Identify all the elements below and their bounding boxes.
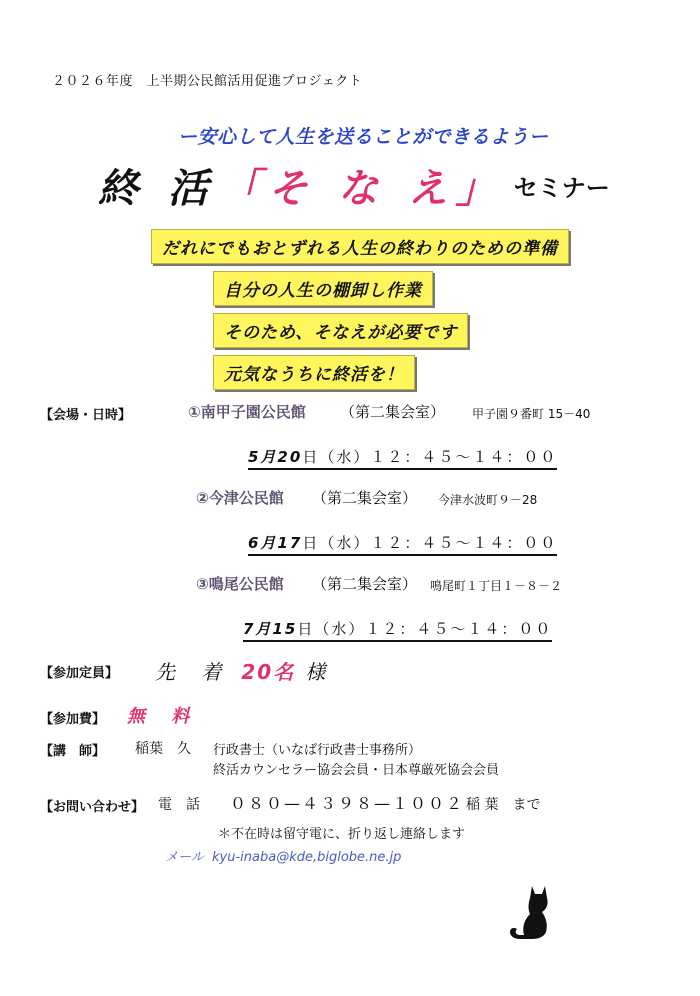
title-suffix: セミナー [513, 173, 610, 202]
lecturer-name: 稲葉 久 [135, 741, 191, 757]
venue-2-room: （第二集会室） [312, 489, 418, 507]
highlight-1: だれにでもおとずれる人生の終わりのための準備 [151, 229, 569, 264]
phone-contact-person: 稲 葉 まで [466, 797, 541, 813]
subtitle: ー安心して人生を送ることができるようー [178, 126, 549, 148]
venue-2-date-time: 日（水）１２：４５～１４：００ [302, 534, 558, 552]
venue-2-address: 今津水波町９－28 [438, 493, 538, 507]
venue-2-name: ②今津公民館 [196, 489, 284, 507]
highlight-3: そのため、そなえが必要です [213, 313, 468, 348]
title-main: 終 活 [98, 164, 216, 212]
email-address[interactable]: kyu-inaba@kde,biglobe.ne.jp [212, 850, 402, 865]
venue-1-room: （第二集会室） [340, 403, 446, 421]
venue-label: 【会場・日時】 [40, 408, 132, 423]
lecturer-title-1: 行政書士（いなば行政書士事務所） [213, 743, 422, 758]
capacity-value [155, 656, 335, 685]
capacity-post: 様 [305, 660, 336, 684]
contact-label: 【お問い合わせ】 [40, 800, 145, 815]
fee-value: 無 料 [127, 706, 200, 727]
title-accent: 「そ な え」 [219, 164, 504, 212]
venue-3-address: 鳴尾町１丁目１－８－２ [430, 579, 563, 593]
highlight-2: 自分の人生の棚卸し作業 [213, 271, 433, 306]
venue-1-address: 甲子園９番町 15－40 [472, 407, 591, 421]
email-line[interactable] [165, 846, 401, 865]
venue-3-date-day: 7月15 [243, 620, 298, 638]
header-line: ２０２６年度 上半期公民館活用促進プロジェクト [52, 74, 363, 89]
venue-2-date [248, 532, 557, 556]
email-label: メール [165, 850, 204, 865]
lecturer-label: 【講 師】 [40, 744, 106, 759]
venue-2-date-day: 6月17 [248, 534, 303, 552]
capacity-number: 20名 [241, 660, 296, 684]
highlight-4: 元気なうちに終活を！ [213, 355, 415, 390]
capacity-label: 【参加定員】 [40, 666, 119, 681]
phone-number[interactable]: ０８０—４３９８—１００２ [230, 794, 465, 813]
cat-silhouette-icon [502, 880, 552, 940]
fee-label: 【参加費】 [40, 712, 106, 727]
seminar-title [98, 160, 610, 210]
venue-1-date-day: 5月20 [248, 448, 303, 466]
phone-label: 電 話 [158, 797, 200, 813]
lecturer-title-2: 終活カウンセラー協会会員・日本尊厳死協会会員 [213, 763, 500, 778]
venue-3-date [243, 618, 552, 642]
capacity-pre: 先 着 [155, 660, 232, 684]
contact-note: ＊不在時は留守電に、折り返し連絡します [218, 827, 466, 842]
venue-1-date [248, 446, 557, 470]
venue-1-date-time: 日（水）１２：４５～１４：００ [302, 448, 558, 466]
venue-1-name: ①南甲子園公民館 [188, 403, 306, 421]
venue-3-name: ③鳴尾公民館 [196, 575, 284, 593]
venue-3-room: （第二集会室） [312, 575, 418, 593]
venue-3-date-time: 日（水）１２：４５～１４：００ [297, 620, 553, 638]
